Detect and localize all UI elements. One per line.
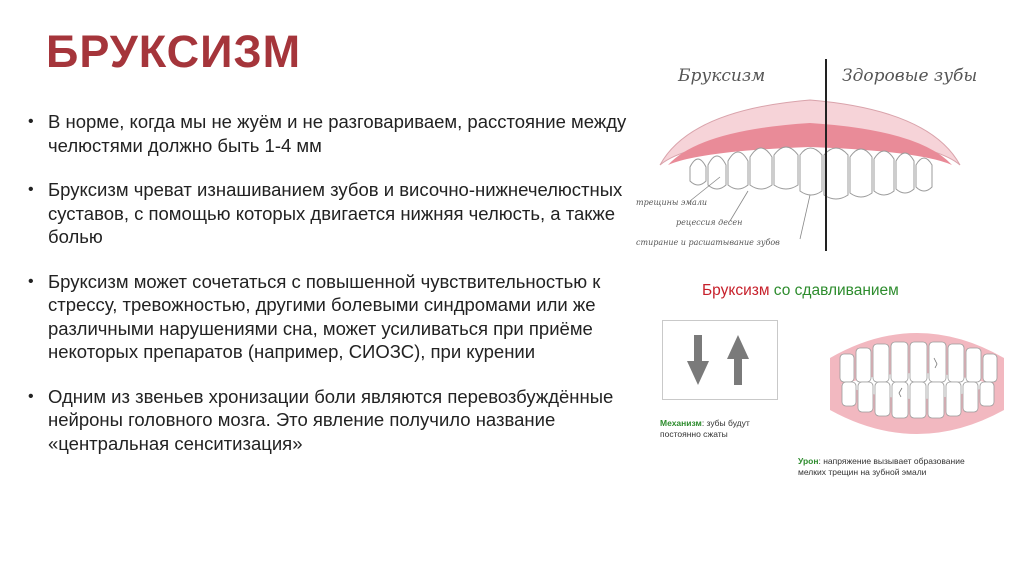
mechanism-note [660,418,790,440]
bullet-item [22,385,642,456]
bullet-text: Бруксизм может сочетаться с повышенной чувствительностью к стрессу, тревожностью, другими болевыми синдромами или же различными нарушениями сна, может усиливаться при приёме некоторых препаратов (например, СИОЗС), при курении [48,270,601,362]
label-bruxism: Бруксизм [678,66,766,86]
mechanism-label: Механизм [660,418,702,428]
damage-note [798,456,968,478]
bullet-text: Одним из звеньев хронизации боли являются перевозбуждённые нейроны головного мозга. Это явление получило название «центральная сенситизация» [48,385,614,454]
label-healthy: Здоровые зубы [842,66,978,86]
bullet-text: В норме, когда мы не жуём и не разговариваем, расстояние между челюстями должно быть 1-4 мм [48,111,627,156]
damage-label: Урон [798,456,819,466]
mechanism-arrows-box [662,320,778,400]
down-arrow-icon [687,335,709,385]
caption-compression: со сдавливанием [769,282,899,299]
bullet-dot: • [28,272,34,290]
annotation-gum-recession: рецессия десен [676,218,743,227]
bullet-dot: • [28,181,34,198]
bullet-list [22,110,642,476]
bullet-item [22,110,642,157]
up-arrow-icon [727,335,749,385]
clenched-teeth-figure [822,318,1012,448]
page-title: БРУКСИЗМ [46,26,302,77]
arrows-illustration [663,321,777,399]
teeth-comparison-figure [630,55,990,255]
bottom-figure-caption [702,282,899,300]
mechanism-text: : зубы будут постоянно сжаты [660,418,750,439]
clenched-teeth-illustration [822,318,1012,448]
damage-text: : напряжение вызывает образование мелких трещин на зубной эмали [798,456,965,477]
bullet-dot: • [28,113,34,130]
annotation-enamel-cracks: трещины эмали [636,198,708,207]
bullet-item [22,178,642,249]
bullet-dot: • [28,387,34,405]
bullet-text: Бруксизм чреват изнашиванием зубов и височно-нижнечелюстных суставов, с помощью которых двигается нижняя челюсть, а также болью [48,179,623,247]
annotation-tooth-wear: стирание и расшатывание зубов [636,238,780,247]
caption-bruxism: Бруксизм [702,282,770,299]
teeth-comparison-illustration [630,55,990,255]
bullet-item [22,270,642,364]
